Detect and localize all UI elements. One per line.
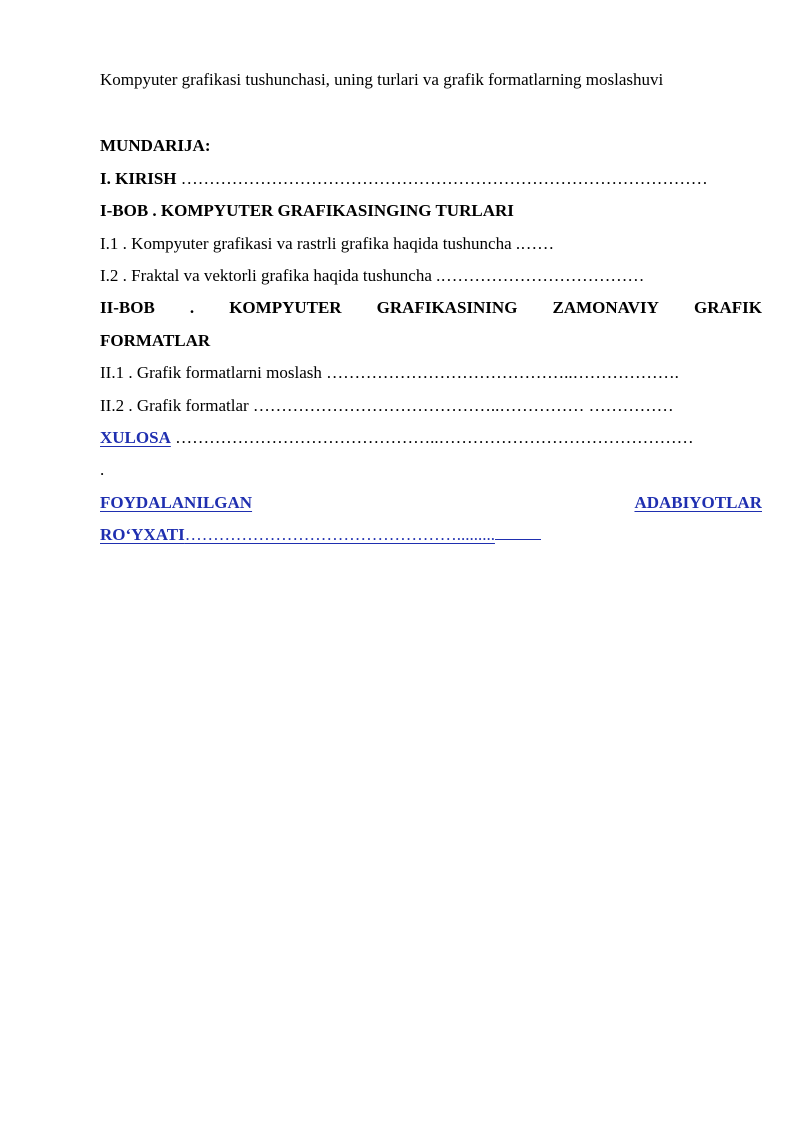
xulosa-dots: ………………………………………..……………………………………… [170, 428, 694, 447]
toc-entry-royxati[interactable] [100, 523, 762, 547]
toc-entry-kirish[interactable] [100, 167, 762, 191]
toc-entry-s11[interactable]: I.1 . Kompyuter grafikasi va rastrli grafika haqida tushuncha .…… [100, 234, 555, 253]
toc-entry-kirish-label: I. KIRISH [100, 169, 177, 188]
toc-entry-bob2[interactable] [100, 296, 762, 320]
toc-entry-s21[interactable]: II.1 . Grafik formatlarni moslash ……………………………………..………………. [100, 363, 679, 382]
bob2-word: . [189, 298, 195, 317]
toc-entry-s22[interactable]: II.2 . Grafik formatlar ……………………………………..…………… …………… [100, 396, 674, 415]
toc-entry-foydalanilgan-link[interactable] [100, 491, 762, 515]
royxati-dots: …………………………………………......... [184, 525, 495, 544]
bob2-word: GRAFIKASINING [376, 298, 518, 317]
bob2-word: ZAMONAVIY [552, 298, 659, 317]
adabiyotlar-word: ADABIYOTLAR [634, 493, 762, 512]
toc-entry-bob1[interactable]: I-BOB . KOMPYUTER GRAFIKASINGING TURLARI [100, 201, 514, 220]
toc-entry-bob2-continued: FORMATLAR [100, 331, 211, 350]
bob2-word: II-BOB [100, 298, 155, 317]
toc-entry-s12[interactable]: I.2 . Fraktal va vektorli grafika haqida tushuncha .……………………………… [100, 266, 645, 285]
document-title: Kompyuter grafikasi tushunchasi, uning turlari va grafik formatlarning moslashuvi [100, 70, 664, 89]
bob2-word: KOMPYUTER [229, 298, 342, 317]
foydalanilgan-word: FOYDALANILGAN [100, 493, 253, 512]
royxati-link[interactable]: RO‘YXATI [100, 525, 185, 544]
bob2-word: GRAFIK [694, 298, 762, 317]
toc-entry-kirish-dots: ………………………………………………………………………………… [180, 169, 708, 188]
xulosa-tail: . [100, 460, 105, 479]
toc-entry-xulosa[interactable] [100, 426, 762, 450]
underline-tail [495, 525, 541, 540]
toc-heading: MUNDARIJA: [100, 136, 211, 155]
xulosa-link[interactable]: XULOSA [100, 428, 171, 447]
